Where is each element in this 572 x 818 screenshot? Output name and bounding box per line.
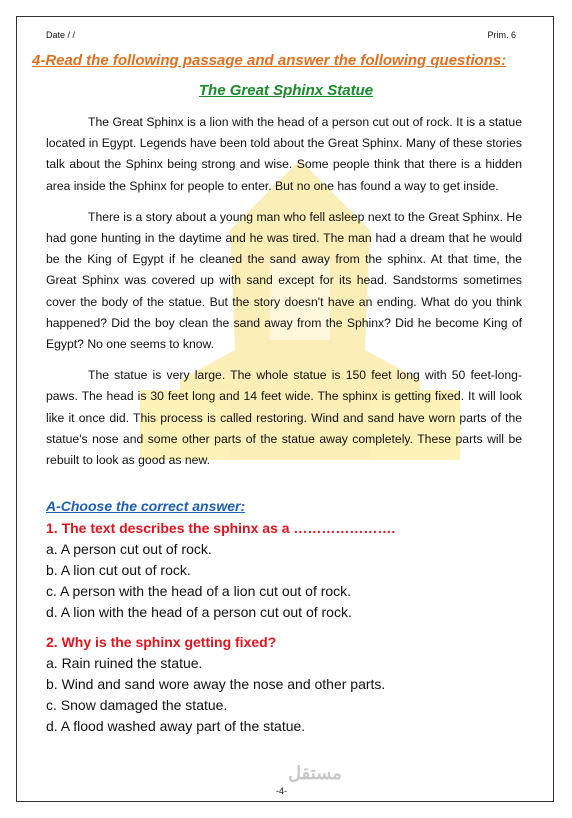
question-2-option-c[interactable]: c. Snow damaged the statue. [46, 697, 228, 713]
date-label: Date / / [46, 30, 76, 40]
passage-paragraph-1: The Great Sphinx is a lion with the head of a person cut out of rock. It is a statue located in Egypt. Legends have been told about the Great Sphinx. Many of these stories talk about the Sphinx being strong and wise. Some people think that there is a hidden area inside the Sphinx for people to enter. But no one has found a way to get inside. [46, 115, 522, 193]
question-2-option-a[interactable]: a. Rain ruined the statue. [46, 655, 203, 671]
section-a-heading: A-Choose the correct answer: [46, 498, 246, 514]
question-1 [46, 518, 526, 623]
passage-title: The Great Sphinx Statue [198, 82, 374, 99]
question-1-title: 1. The text describes the sphinx as a …………………. [46, 520, 396, 536]
instruction-heading: 4-Read the following passage and answer the following questions: [32, 52, 507, 69]
grade-label: Prim. 6 [487, 30, 516, 40]
mostaql-logo: مستقل [288, 763, 342, 783]
question-1-option-d[interactable]: d. A lion with the head of a person cut out of rock. [46, 604, 352, 620]
question-2-title: 2. Why is the sphinx getting fixed? [46, 634, 277, 650]
passage-paragraph-2: There is a story about a young man who fell asleep next to the Great Sphinx. He had gone hunting in the daytime and he was tired. The man had a dream that he would be the King of Egypt if he cleaned the sand away from the sphinx. At that time, the Great Sphinx was covered up with sand except for its head. Sandstorms sometimes cover the body of the statue. But the story doesn't have an ending. What do you think happened? Did the boy clean the sand away from the Sphinx? Did he become King of Egypt? No one seems to know. [46, 209, 522, 352]
reading-passage [46, 112, 522, 481]
question-2 [46, 632, 526, 737]
question-1-option-b[interactable]: b. A lion cut out of rock. [46, 562, 191, 578]
question-2-option-b[interactable]: b. Wind and sand wore away the nose and other parts. [46, 676, 386, 692]
question-1-option-c[interactable]: c. A person with the head of a lion cut out of rock. [46, 583, 352, 599]
passage-paragraph-3: The statue is very large. The whole statue is 150 feet long with 50 feet-long-paws. The head is 30 feet long and 14 feet wide. The sphinx is getting fixed. It will look like it once did. This process is called restoring. Wind and sand have worn parts of the statue's nose and some other parts of the statue away completely. These parts will be rebuilt to look as good as new. [46, 368, 522, 468]
question-2-option-d[interactable]: d. A flood washed away part of the statue. [46, 718, 306, 734]
question-1-option-a[interactable]: a. A person cut out of rock. [46, 541, 212, 557]
page-number: -4- [276, 786, 287, 796]
